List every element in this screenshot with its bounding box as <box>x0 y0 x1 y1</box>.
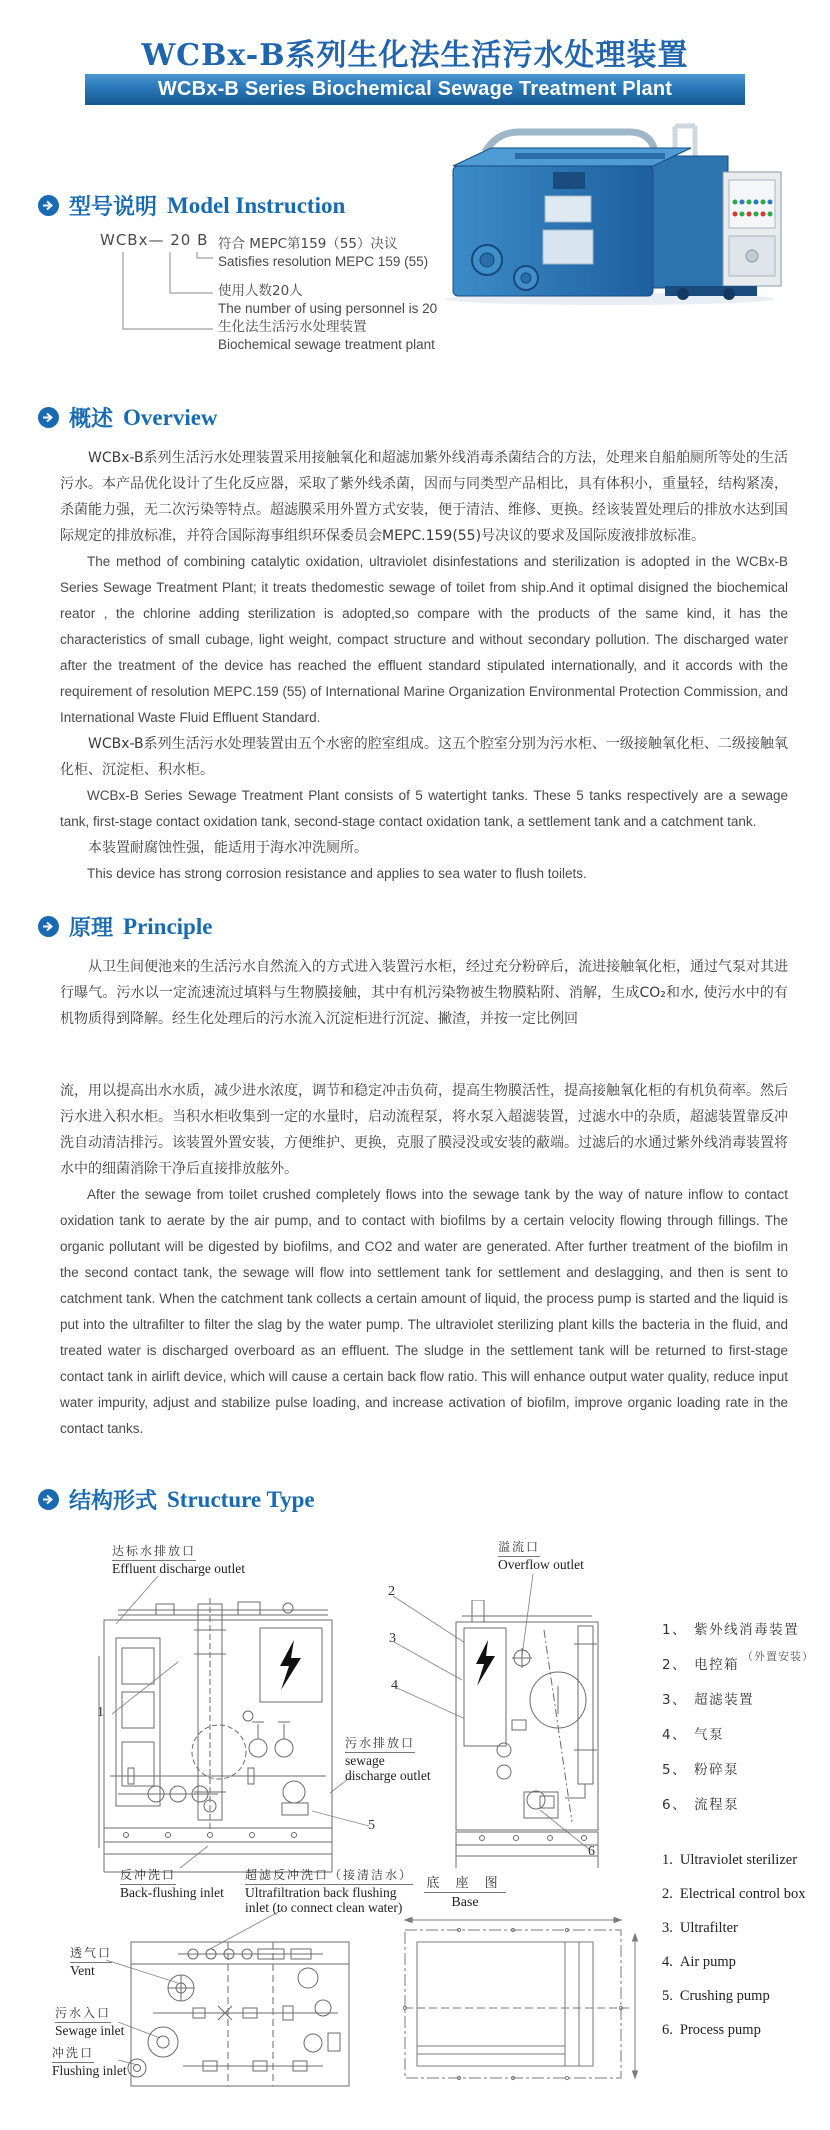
arrow-bullet-icon <box>38 407 59 428</box>
overview-paragraph-en-2: WCBx-B Series Sewage Treatment Plant consists of 5 watertight tanks. These 5 tanks respectively are a sewage tank, first-stage contact oxidation tank, second-stage contact oxidation tank, a settlement tank and a catchment tank. <box>60 788 788 829</box>
principle-paragraph-en: After the sewage from toilet crushed completely flows into the sewage tank by the way of nature inflow to contact oxidation tank to aerate by the air pump, and to contact with biofilms by a certain velocity flowing through fillings. The organic pollutant will be digested by biofilms, and CO2 and water are generated. After further treatment of the biofilm in the second contact tank, the sewage will flow into settlement tank for settlement and deslagging, and then is sent to catchment tank. When the catchment tank collects a certain amount of liquid, the process pump is started and the liquid is put into the ultrafilter to filter the slag by the water pump. The ultraviolet sterilizing plant kills the bacteria in the fluid, and treated water is discharged overboard as an effluent. The sludge in the settlement tank will be returned to first-stage contact tank in airlift device, which will cause a certain back flow ratio. This will enhance output water quality, reduce input water impurity, adjust and stabilize pulse loading, and increase activation of biofilm, improve organic loading rate in the contact tanks. <box>60 1187 788 1436</box>
model-code-connector-lines <box>0 0 230 370</box>
model-heading-cn: 型号说明 <box>69 195 158 220</box>
section-structure-heading <box>38 1484 315 1515</box>
callout-2: 2 <box>388 1584 395 1599</box>
legend-en-item-1 <box>662 1852 830 1886</box>
label-flushing-inlet-cn: 冲洗口 <box>52 2044 94 2063</box>
legend-num: 5. <box>662 1988 673 2004</box>
legend-num: 1、 <box>662 1622 688 1638</box>
overview-heading-en: Overview <box>123 404 218 430</box>
external-install-note: （外置安装） <box>742 1650 814 1663</box>
label-base-en: Base <box>451 1895 479 1910</box>
legend-text: 气泵 <box>694 1727 725 1743</box>
overview-paragraph-cn-2: WCBx-B系列生活污水处理装置由五个水密的腔室组成。这五个腔室分别为污水柜、一级接触氧化柜、二级接触氧化柜、沉淀柜、积水柜。 <box>60 736 788 778</box>
label-uf-back-flush-en: Ultrafiltration back flushing inlet (to connect clean water) <box>245 1885 403 1915</box>
label-back-flush-en: Back-flushing inlet <box>120 1885 224 1900</box>
label-overflow-outlet <box>498 1536 584 1572</box>
legend-cn-item-4 <box>662 1723 830 1758</box>
label-effluent-en: Effluent discharge outlet <box>112 1561 245 1576</box>
label-effluent-outlet <box>112 1540 245 1576</box>
callout-1: 1 <box>97 1705 104 1720</box>
model-note-3 <box>218 319 548 353</box>
elevation-drawing-side <box>452 1600 604 1875</box>
model-heading-en: Model Instruction <box>167 192 346 218</box>
label-base-cn: 底 座 图 <box>424 1872 505 1893</box>
label-sewage-inlet-en: Sewage inlet <box>55 2023 125 2038</box>
legend-en-item-3 <box>662 1920 830 1954</box>
model-note-3-en: Biochemical sewage treatment plant <box>218 337 435 352</box>
label-overflow-en: Overflow outlet <box>498 1557 584 1572</box>
legend-cn-item-5 <box>662 1758 830 1793</box>
structure-heading-cn: 结构形式 <box>69 1489 158 1514</box>
legend-num: 2、 <box>662 1657 688 1673</box>
legend-en-item-4 <box>662 1954 830 1988</box>
legend-num: 3、 <box>662 1692 688 1708</box>
label-vent-en: Vent <box>70 1963 95 1978</box>
legend-text: Electrical control box <box>679 1886 806 1902</box>
label-vent-cn: 透气口 <box>70 1944 112 1963</box>
label-uf-back-flush-cn: 超滤反冲洗口（接清洁水） <box>245 1866 413 1885</box>
legend-num: 4. <box>662 1954 673 1970</box>
top-view-drawing <box>123 1938 358 2093</box>
legend-en-item-6 <box>662 2022 830 2056</box>
label-sewage-discharge-cn: 污水排放口 <box>345 1734 415 1753</box>
label-overflow-cn: 溢流口 <box>498 1538 540 1557</box>
legend-cn-item-6 <box>662 1793 830 1828</box>
label-effluent-cn: 达标水排放口 <box>112 1542 196 1561</box>
legend-text: Process pump <box>679 2022 761 2038</box>
arrow-bullet-icon <box>38 1489 59 1510</box>
model-code: WCBx— 20 B <box>100 231 209 249</box>
principle-paragraph-cn-2: 流，用以提高出水水质，减少进水浓度，调节和稳定冲击负荷，提高生物膜活性，提高接触氧化柜的有机负荷率。然后污水进入积水柜。当积水柜收集到一定的水量时，启动流程泵，将水泵入超滤装置，过滤水中的杂质，超滤装置靠反冲洗自动清洁排污。该装置外置安装，方便维护、更换，克服了膜浸没或安装的蔽端。过滤后的水通过紫外线消毒装置将水中的细菌消除干净后直接排放舷外。 <box>60 1083 788 1177</box>
legend-num: 5、 <box>662 1762 688 1778</box>
base-drawing <box>393 1912 643 2097</box>
legend-num: 3. <box>662 1920 673 1936</box>
label-sewage-discharge <box>345 1732 437 1783</box>
body-text-column <box>60 398 788 1442</box>
label-back-flushing-inlet <box>120 1864 224 1900</box>
section-overview-heading <box>38 402 788 433</box>
callout-3: 3 <box>389 1631 396 1646</box>
legend-text: Ultrafilter <box>679 1920 738 1936</box>
callout-4: 4 <box>391 1678 398 1693</box>
model-note-3-cn: 生化法生活污水处理装置 <box>218 319 367 335</box>
model-note-2-en: The number of using personnel is 20 <box>218 301 438 316</box>
legend-en-item-2 <box>662 1886 830 1920</box>
label-back-flush-cn: 反冲洗口 <box>120 1866 176 1885</box>
overview-heading-cn: 概述 <box>69 407 114 432</box>
legend-text: 流程泵 <box>694 1797 740 1813</box>
label-vent <box>70 1942 112 1978</box>
principle-paragraph-cn-1: 从卫生间便池来的生活污水自然流入的方式进入装置污水柜，经过充分粉碎后，流进接触氧化柜，通过气泵对其进行曝气。污水以一定流速流过填料与生物膜接触，其中有机污染物被生物膜粘附、消解，生成CO₂和水, 使污水中的有机物质得到降解。经生化处理后的污水流入沉淀柜进行沉淀、撇渣，并按一定比例回 <box>60 959 788 1027</box>
legend-text: 紫外线消毒装置 <box>694 1622 800 1638</box>
model-note-2-cn: 使用人数20人 <box>218 283 303 299</box>
arrow-bullet-icon <box>38 916 59 937</box>
legend-num: 2. <box>662 1886 673 1902</box>
legend-num: 6、 <box>662 1797 688 1813</box>
elevation-drawing-front <box>98 1596 338 1878</box>
label-flushing-inlet-en: Flushing inlet <box>52 2063 127 2078</box>
banner-text: WCBx-B Series Biochemical Sewage Treatment Plant <box>157 78 673 100</box>
model-note-1-cn: 符合 MEPC第159（55）决议 <box>218 236 398 252</box>
label-flushing-inlet <box>52 2042 127 2078</box>
overview-paragraph-en-1: The method of combining catalytic oxidation, ultraviolet disinfestations and sterilization is adopted in the WCBx-B Series Sewage Treatment Plant; it treats thedomestic sewage of toilet from ship.And it optimal disigned the biochemical reator , the chlorine adding sterilization is adopted,so compare with the products of the same kind, it has the characteristics of small cubage, light weight, compact structure and without secondary pollution. The discharged water after the treatment of the device has reached the effluent standard stipulated internationally, and it accords with the requirement of resolution MEPC.159 (55) of International Marine Organization Environmental Protection Commission, and International Waste Fluid Effluent Standard. <box>60 554 788 725</box>
paragraph-gap <box>60 1032 788 1078</box>
legend-text: Ultraviolet sterilizer <box>679 1852 798 1868</box>
legend-num: 6. <box>662 2022 673 2038</box>
legend-cn-item-3 <box>662 1688 830 1723</box>
legend-num: 4、 <box>662 1727 688 1743</box>
label-sewage-inlet <box>55 2002 124 2038</box>
structure-heading-en: Structure Type <box>167 1486 315 1512</box>
overview-paragraph-cn-1: WCBx-B系列生活污水处理装置采用接触氧化和超滤加紫外线消毒杀菌结合的方法，处理来自船舶厕所等处的生活污水。本产品优化设计了生化反应器，采取了紫外线杀菌，因而与同类型产品相比，具有体积小，重量轻，结构紧凑，杀菌能力强，无二次污染等特点。超滤膜采用外置方式安装，便于清洁、维修、更换。经该装置处理后的排放水达到国际规定的排放标准，并符合国际海事组织环保委员会MEPC.159(55)号决议的要求及国际废液排放标准。 <box>60 450 788 544</box>
legend-text: Air pump <box>679 1954 736 1970</box>
legend-num: 1. <box>662 1852 673 1868</box>
overview-paragraph-cn-3: 本装置耐腐蚀性强，能适用于海水冲洗厕所。 <box>88 840 368 856</box>
label-sewage-discharge-en: sewage discharge outlet <box>345 1753 431 1783</box>
callout-6: 6 <box>588 1844 595 1859</box>
principle-heading-en: Principle <box>123 913 213 939</box>
model-note-1-en: Satisfies resolution MEPC 159 (55) <box>218 254 429 269</box>
legend-text: 超滤装置 <box>694 1692 755 1708</box>
product-photo <box>425 110 795 306</box>
page-title: WCBx-B系列生化法生活污水处理装置 <box>141 38 689 73</box>
callout-5: 5 <box>368 1818 375 1833</box>
legend-en-item-5 <box>662 1988 830 2022</box>
legend-text: 粉碎泵 <box>694 1762 740 1778</box>
legend-text: 电控箱 <box>694 1657 740 1673</box>
label-uf-back-flushing-inlet <box>245 1864 413 1915</box>
principle-heading-cn: 原理 <box>69 916 114 941</box>
overview-paragraph-en-3: This device has strong corrosion resistance and applies to sea water to flush toilets. <box>87 866 587 881</box>
label-base <box>405 1872 525 1911</box>
legend-text: Crushing pump <box>679 1988 770 2004</box>
section-principle-heading <box>38 911 788 942</box>
legend-english <box>662 1852 830 2056</box>
label-sewage-inlet-cn: 污水入口 <box>55 2004 111 2023</box>
